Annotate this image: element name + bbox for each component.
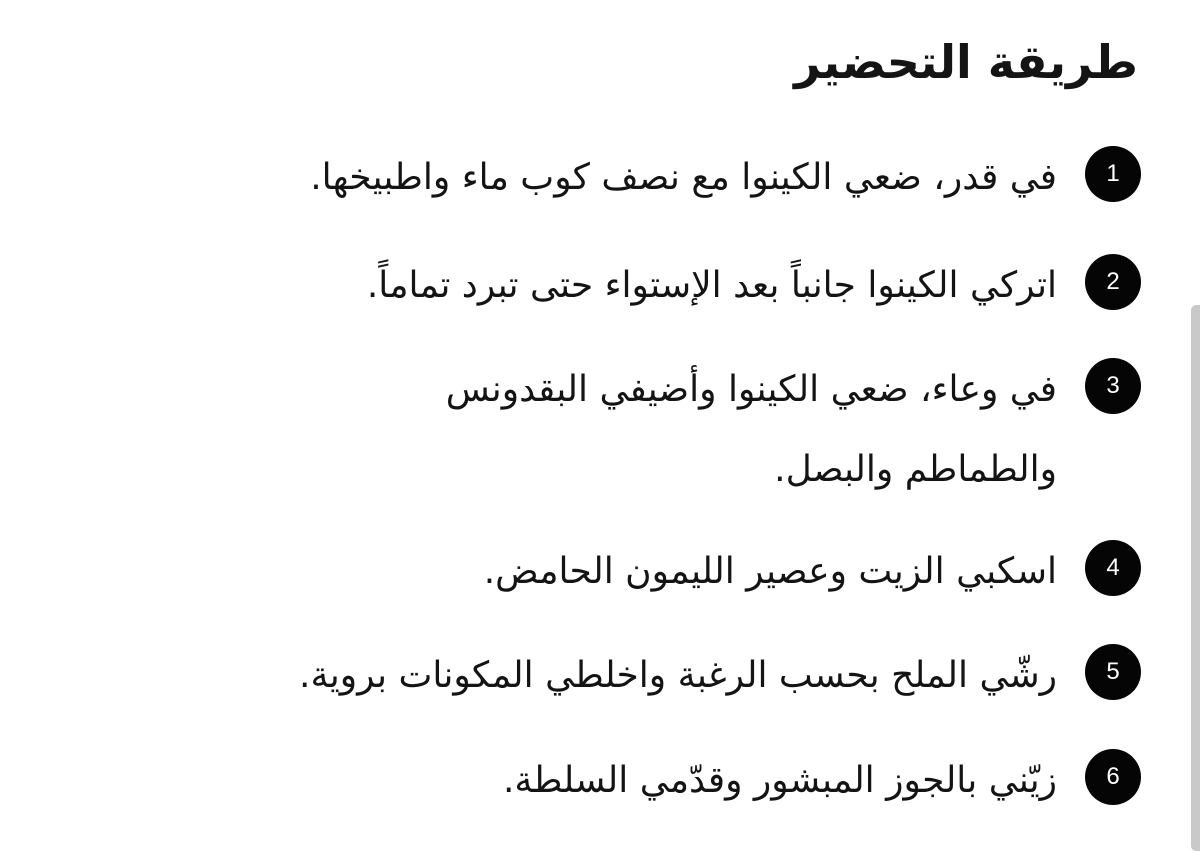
step-text: اسكبي الزيت وعصير الليمون الحامض. (483, 551, 1057, 592)
step-number-badge: 2 (1085, 254, 1141, 310)
step-text: في وعاء، ضعي الكينوا وأضيفي البقدونس والطماطم والبصل. (445, 369, 1057, 490)
step-number-badge: 6 (1085, 749, 1141, 805)
step-text: زيّني بالجوز المبشور وقدّمي السلطة. (502, 760, 1057, 801)
step-text: في قدر، ضعي الكينوا مع نصف كوب ماء واطبيخها. (310, 157, 1057, 198)
step-number-badge: 5 (1085, 644, 1141, 700)
vertical-scrollbar[interactable] (1191, 305, 1200, 851)
step-number-badge: 4 (1085, 540, 1141, 596)
step-number-badge: 1 (1085, 146, 1141, 202)
section-title: طريقة التحضير (794, 35, 1138, 89)
step-number-badge: 3 (1085, 358, 1141, 414)
step-text: رشّي الملح بحسب الرغبة واخلطي المكونات بروية. (299, 655, 1057, 696)
step-text: اتركي الكينوا جانباً بعد الإستواء حتى تبرد تماماً. (366, 265, 1057, 306)
